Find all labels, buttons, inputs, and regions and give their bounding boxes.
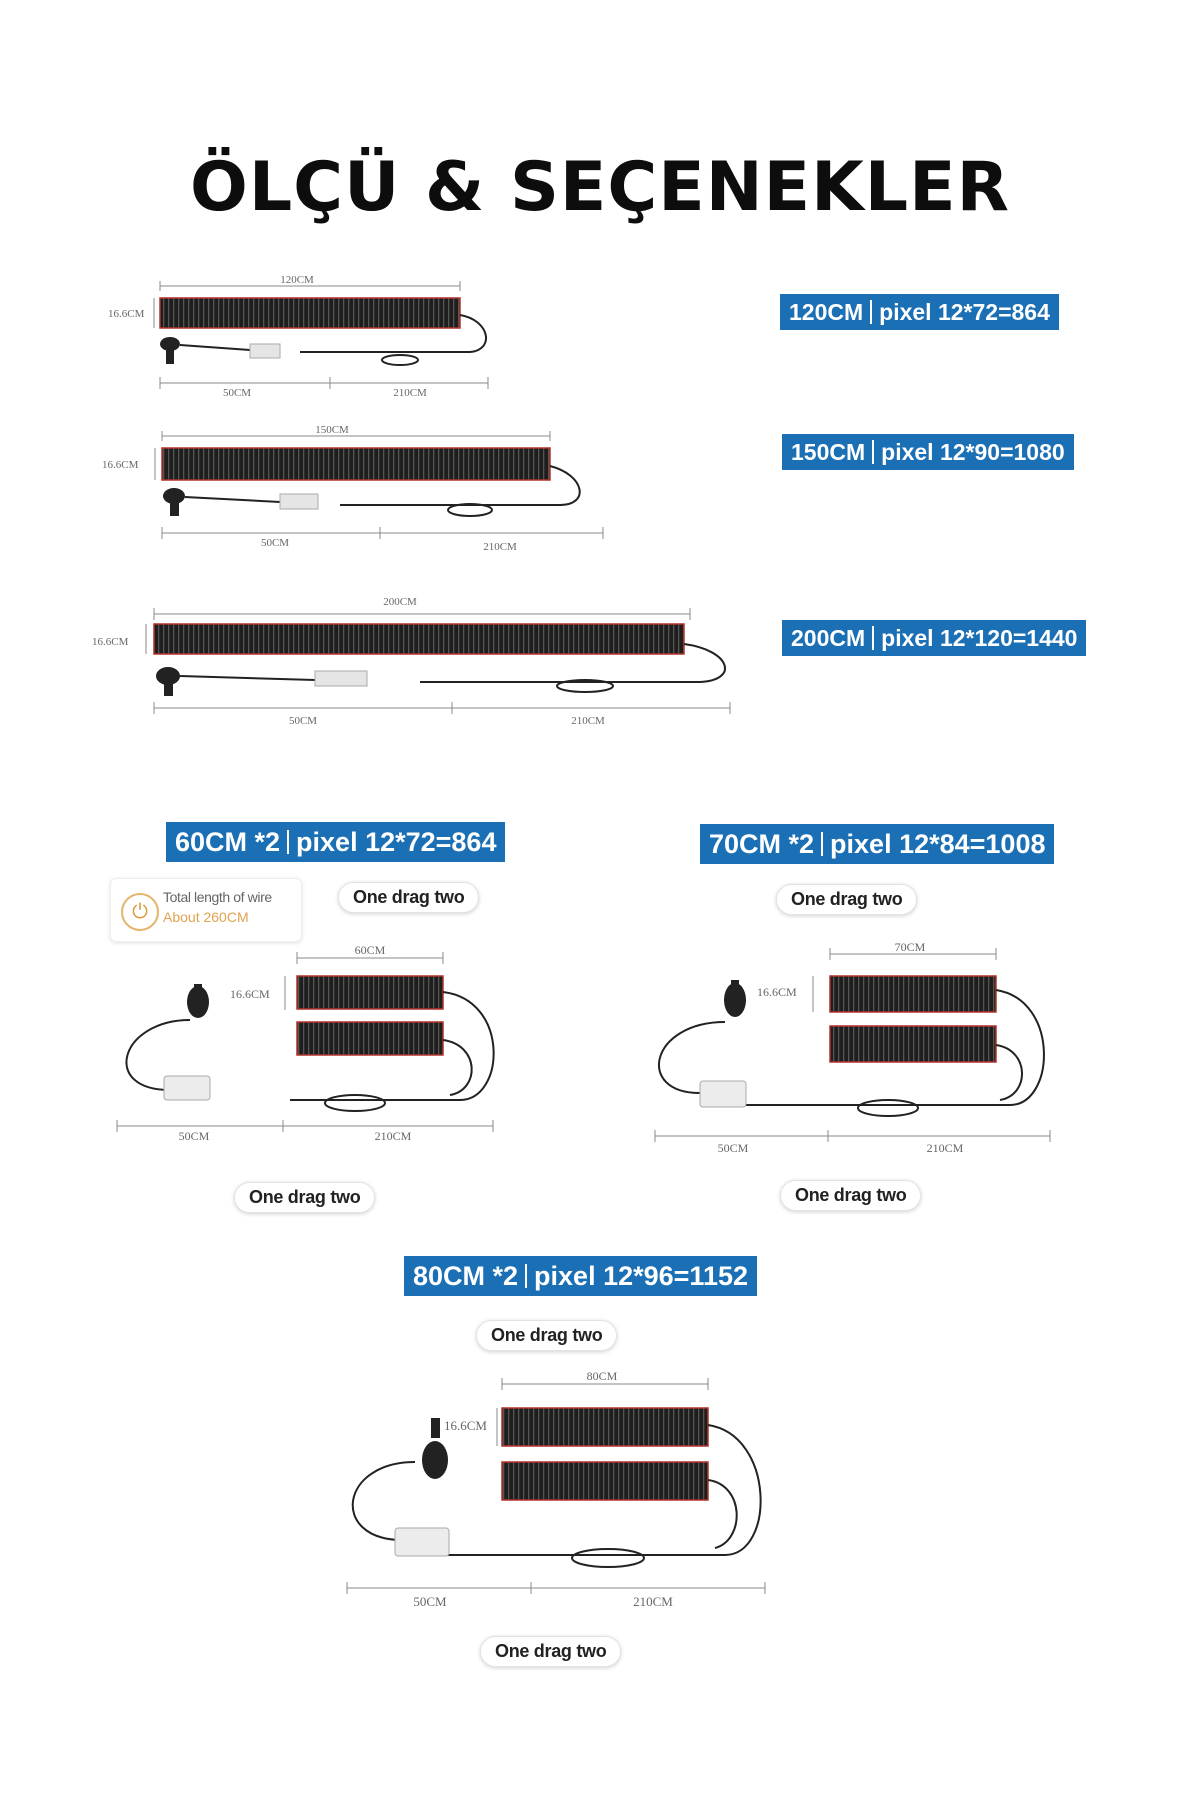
dim-height: 16.6CM — [102, 459, 139, 471]
option-badge-80x2 — [404, 1256, 757, 1296]
dim-length-70: 70CM — [894, 940, 926, 954]
controller-box — [315, 671, 367, 686]
led-panel-bottom — [297, 1022, 443, 1055]
dim-cable-a: 50CM — [413, 1594, 447, 1609]
one-drag-two-label: One drag two — [480, 1636, 621, 1667]
panel-70x2-diagram — [655, 940, 1050, 1155]
option-badge-70x2 — [700, 824, 1054, 864]
led-panel-top — [830, 976, 996, 1012]
dim-cable-a: 50CM — [288, 715, 318, 727]
plug-icon: ⏻ — [121, 893, 159, 931]
controller-box — [250, 344, 280, 358]
led-panel-top — [502, 1408, 708, 1446]
badge-size: 150CM — [791, 439, 866, 465]
dim-height: 16.6CM — [230, 987, 270, 1001]
car-plug — [422, 1441, 448, 1479]
badge-size: 70CM *2 — [709, 829, 815, 859]
dim-height: 16.6CM — [108, 308, 145, 320]
dim-cable-b: 210CM — [633, 1594, 673, 1609]
panel-200-diagram — [92, 596, 730, 727]
led-panel — [162, 448, 550, 480]
badge-pixel: pixel 12*96=1152 — [534, 1261, 748, 1291]
dim-cable-a: 50CM — [717, 1141, 749, 1155]
dim-height: 16.6CM — [757, 985, 797, 999]
dim-cable-b: 210CM — [926, 1141, 964, 1155]
dim-cable-a: 50CM — [222, 387, 252, 399]
controller-box — [395, 1528, 449, 1556]
dim-length-120: 120CM — [280, 274, 314, 286]
dim-cable-b: 210CM — [374, 1129, 412, 1143]
one-drag-two-label: One drag two — [338, 882, 479, 913]
panel-150-diagram — [102, 424, 603, 553]
badge-size: 60CM *2 — [175, 827, 281, 857]
dim-cable-b: 210CM — [483, 541, 517, 553]
one-drag-two-label: One drag two — [476, 1320, 617, 1351]
badge-size: 120CM — [789, 299, 864, 325]
option-badge-60x2 — [166, 822, 505, 862]
panel-80x2-diagram — [347, 1369, 765, 1609]
led-panel-top — [297, 976, 443, 1009]
one-drag-two-label: One drag two — [776, 884, 917, 915]
page-title: ÖLÇÜ & SEÇENEKLER — [190, 148, 1010, 227]
panel-60x2-diagram — [117, 943, 494, 1143]
badge-pixel: pixel 12*72=864 — [879, 299, 1050, 325]
wire-note-line1: Total length of wire — [163, 889, 272, 905]
controller-box — [700, 1081, 746, 1107]
one-drag-two-label: One drag two — [234, 1182, 375, 1213]
controller-box — [280, 494, 318, 509]
badge-pixel: pixel 12*120=1440 — [881, 625, 1078, 651]
dim-cable-a: 50CM — [178, 1129, 210, 1143]
wire-note-line2: About 260CM — [163, 909, 249, 925]
wire-length-note — [110, 878, 302, 942]
badge-size: 200CM — [791, 625, 866, 651]
led-panel-bottom — [502, 1462, 708, 1500]
badge-pixel: pixel 12*84=1008 — [830, 829, 1046, 859]
option-badge-120 — [780, 294, 1059, 330]
badge-pixel: pixel 12*90=1080 — [881, 439, 1065, 465]
dim-cable-b: 210CM — [393, 387, 427, 399]
badge-size: 80CM *2 — [413, 1261, 519, 1291]
led-panel — [160, 298, 460, 328]
panel-120-diagram — [108, 274, 488, 399]
option-badge-200 — [782, 620, 1086, 656]
led-panel-bottom — [830, 1026, 996, 1062]
dim-length-60: 60CM — [354, 943, 386, 957]
dim-length-200: 200CM — [383, 596, 417, 608]
led-panel — [154, 624, 684, 654]
dim-height: 16.6CM — [444, 1418, 487, 1433]
option-badge-150 — [782, 434, 1074, 470]
dim-length-80: 80CM — [586, 1369, 618, 1383]
dim-height: 16.6CM — [92, 636, 129, 648]
controller-box — [164, 1076, 210, 1100]
dim-length-150: 150CM — [315, 424, 349, 436]
dim-cable-a: 50CM — [260, 537, 290, 549]
badge-pixel: pixel 12*72=864 — [296, 827, 497, 857]
one-drag-two-label: One drag two — [780, 1180, 921, 1211]
dim-cable-b: 210CM — [571, 715, 605, 727]
